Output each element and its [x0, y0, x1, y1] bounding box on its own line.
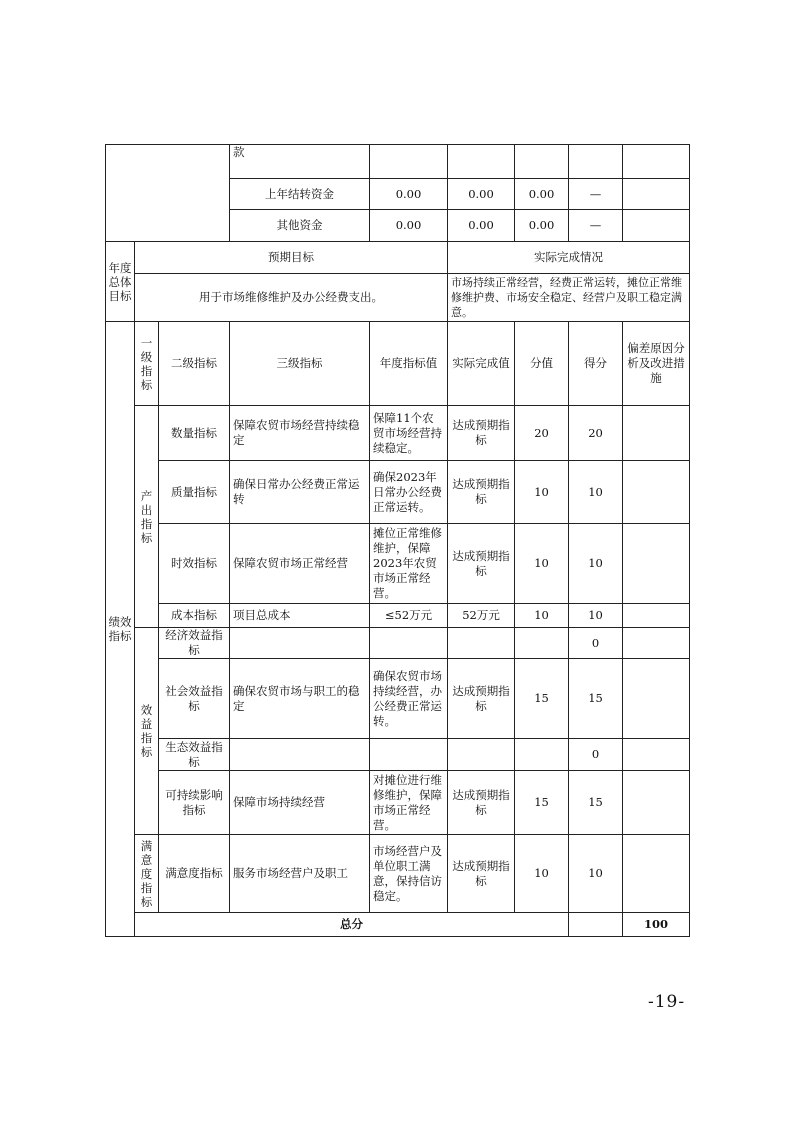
- perf-section-label: 绩效指标: [106, 322, 135, 937]
- funds-label: 其他资金: [230, 210, 370, 242]
- perf-header-row: [106, 322, 690, 406]
- header-score: 得分: [569, 322, 623, 406]
- table-row: 满意度指标 满意度指标 服务市场经营户及职工 市场经营户及单位职工满意，保持信访稳定。 达成预期指标 10 10: [106, 835, 690, 913]
- expected-target-header: 预期目标: [135, 242, 448, 274]
- table-row: 时效指标 保障农贸市场正常经营 摊位正常维修维护，保障2023年农贸市场正常经营。 达成预期指标 10 10: [106, 524, 690, 604]
- funds-value: —: [569, 210, 623, 242]
- table-row: 成本指标 项目总成本 ≤52万元 52万元 10 10: [106, 604, 690, 628]
- header-actual: 实际完成值: [448, 322, 515, 406]
- expected-target-text: 用于市场维修维护及办公经费支出。: [135, 274, 448, 322]
- annual-section-label: 年度总体目标: [106, 242, 135, 322]
- table-row: 效益指标 经济效益指标 0: [106, 628, 690, 659]
- total-weight: 100: [623, 913, 690, 937]
- header-level3: 三级指标: [230, 322, 370, 406]
- actual-completion-header: 实际完成情况: [448, 242, 690, 274]
- table-row: 社会效益指标 确保农贸市场与职工的稳定 确保农贸市场持续经营，办公经费正常运转。 达成预期指标 15 15: [106, 659, 690, 739]
- group-output: 产出指标: [135, 406, 159, 628]
- page-number: -19-: [648, 992, 686, 1012]
- table-row: 产出指标 数量指标 保障农贸市场经营持续稳定 保障11个农贸市场经营持续稳定。 达成预期指标 20 20: [106, 406, 690, 461]
- table-row: 可持续影响指标 保障市场持续经营 对摊位进行维修维护，保障市场正常经营。 达成预期指标 15 15: [106, 771, 690, 835]
- header-reason: 偏差原因分析及改进措施: [623, 322, 690, 406]
- funds-value: 0.00: [448, 210, 515, 242]
- funds-value: 0.00: [370, 179, 448, 210]
- annual-header-row: [106, 242, 690, 274]
- total-row: [106, 913, 690, 937]
- funds-blank-cell: [106, 145, 230, 242]
- funds-value: —: [569, 179, 623, 210]
- header-target: 年度指标值: [370, 322, 448, 406]
- funds-row-kuan: [106, 145, 690, 179]
- funds-value: 0.00: [370, 210, 448, 242]
- header-level1: 一级指标: [135, 322, 159, 406]
- funds-value: 0.00: [515, 179, 569, 210]
- table-row: 质量指标 确保日常办公经费正常运转 确保2023年日常办公经费正常运转。 达成预期指标 10 10: [106, 461, 690, 524]
- group-satisfaction: 满意度指标: [135, 835, 159, 913]
- group-benefit: 效益指标: [135, 628, 159, 835]
- total-label: 总分: [135, 913, 569, 937]
- performance-table: [105, 144, 690, 937]
- header-weight: 分值: [515, 322, 569, 406]
- funds-value: 0.00: [448, 179, 515, 210]
- funds-value: 0.00: [515, 210, 569, 242]
- funds-label: 款: [230, 145, 370, 179]
- header-level2: 二级指标: [159, 322, 230, 406]
- annual-content-row: [106, 274, 690, 322]
- table-row: 生态效益指标 0: [106, 739, 690, 771]
- actual-completion-text: 市场持续正常经营，经费正常运转，摊位正常维修维护费、市场安全稳定、经营户及职工稳定满意。: [448, 274, 690, 322]
- funds-label: 上年结转资金: [230, 179, 370, 210]
